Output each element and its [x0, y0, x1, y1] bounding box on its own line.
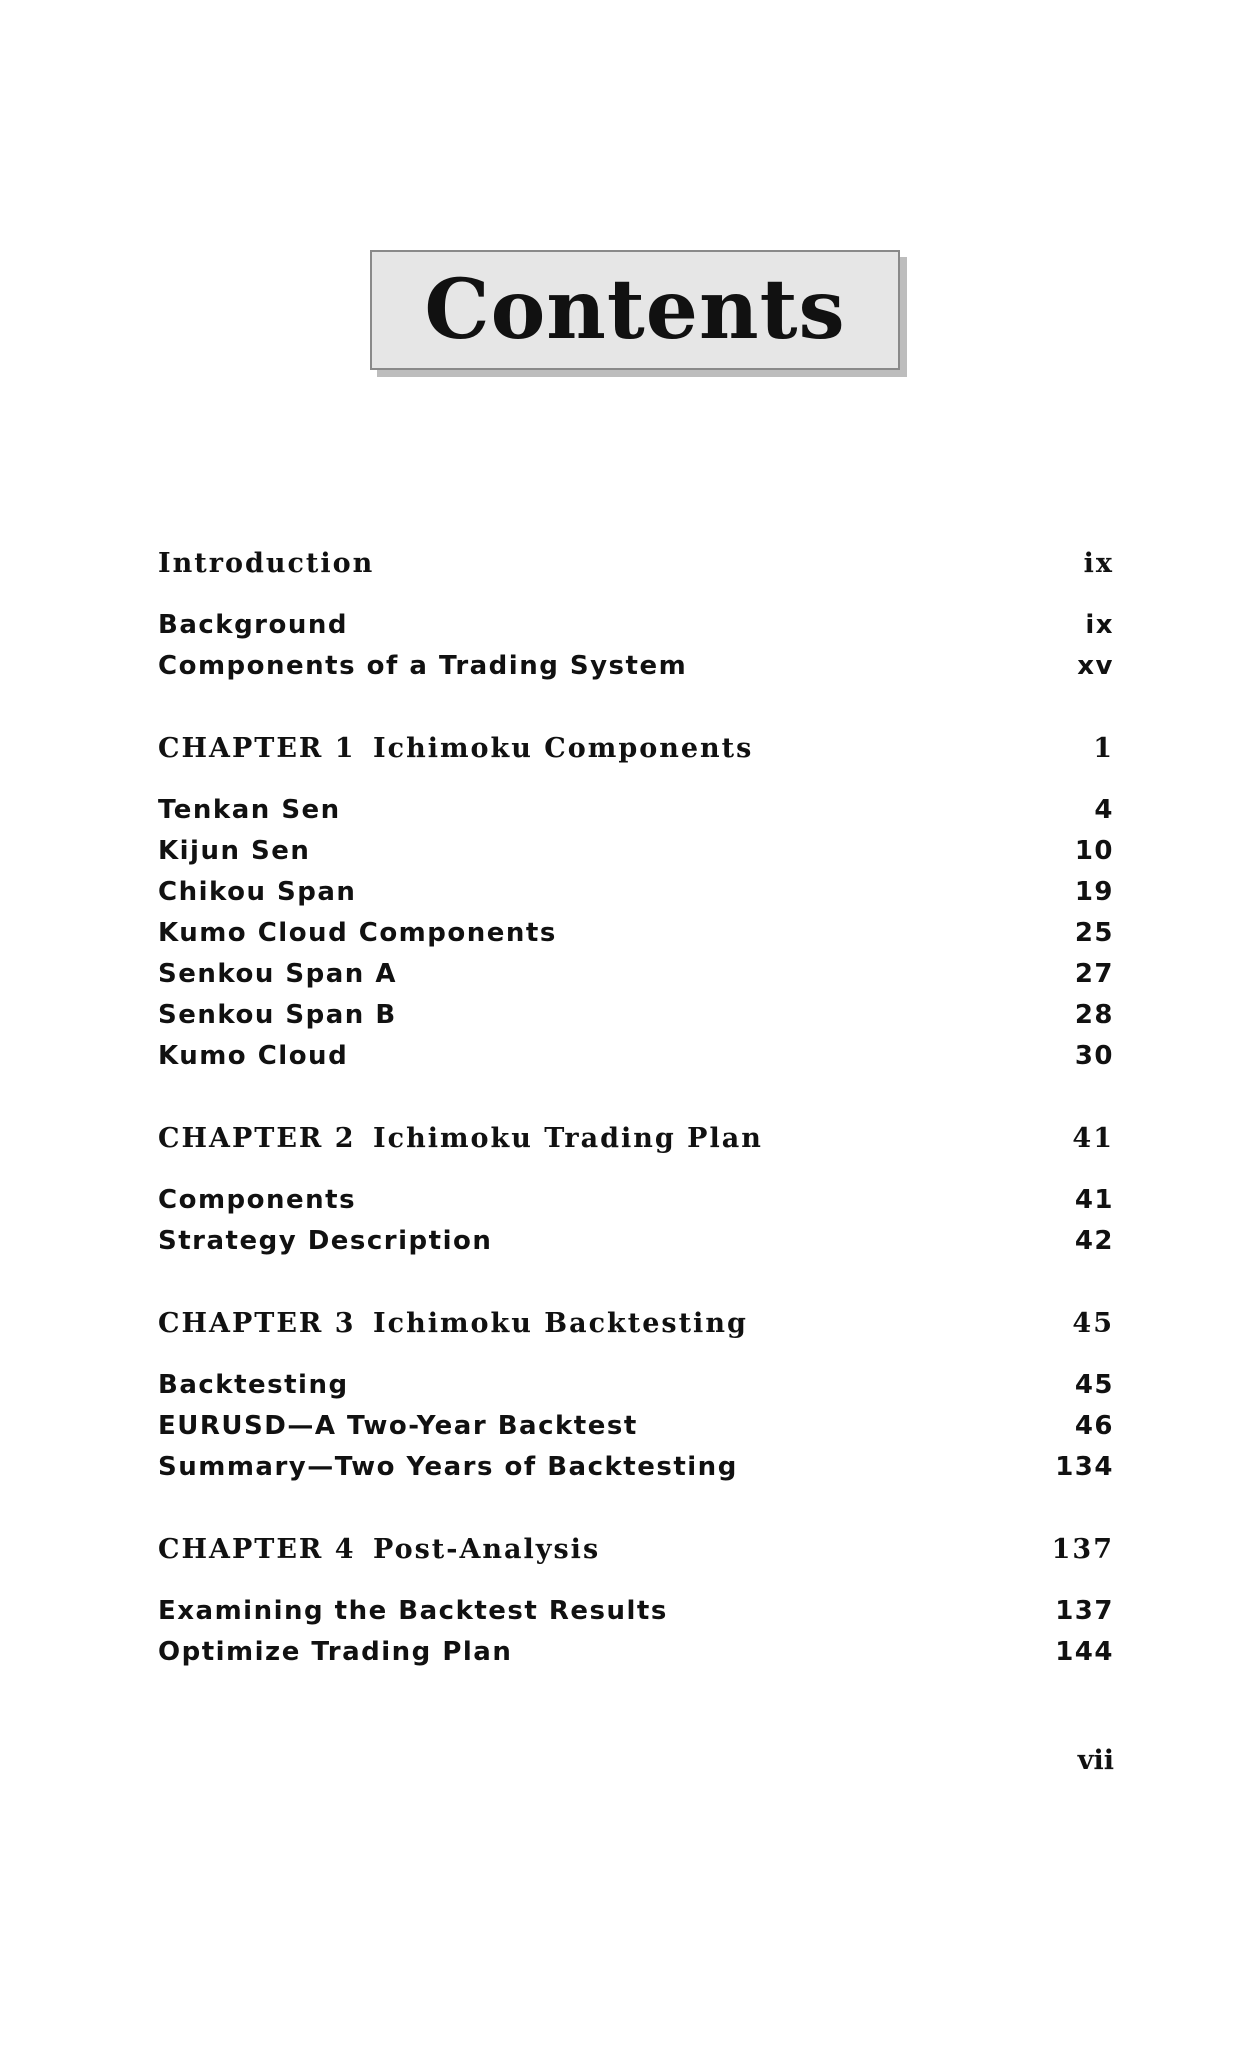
- toc-section: [158, 1123, 1114, 1262]
- chapter-number: CHAPTER 1: [158, 733, 356, 764]
- toc-section: [158, 733, 1114, 1077]
- toc-heading-row[interactable]: [158, 1308, 1114, 1339]
- toc-heading-title: [158, 1123, 763, 1154]
- toc-heading-row[interactable]: [158, 548, 1114, 579]
- page-title: Contents: [424, 262, 846, 358]
- toc-heading-row[interactable]: [158, 1123, 1114, 1154]
- toc-entry[interactable]: [158, 1221, 1114, 1262]
- toc-entry[interactable]: [158, 913, 1114, 954]
- toc-entry[interactable]: [158, 646, 1114, 687]
- toc-entry-page: xv: [1077, 651, 1114, 681]
- chapter-title: Post-Analysis: [373, 1534, 601, 1565]
- toc-entry-page: 28: [1074, 1000, 1114, 1030]
- toc-entry-page: 42: [1074, 1226, 1114, 1256]
- toc-entry-label: Chikou Span: [158, 877, 357, 907]
- toc-entry-label: Components of a Trading System: [158, 651, 688, 681]
- toc-section: [158, 548, 1114, 687]
- toc-entry[interactable]: [158, 1180, 1114, 1221]
- toc-entry-label: Components: [158, 1185, 357, 1215]
- page-number: vii: [1077, 1745, 1114, 1776]
- contents-title-box: [370, 250, 900, 370]
- toc-entry-label: Backtesting: [158, 1370, 349, 1400]
- toc-entry-label: Summary—Two Years of Backtesting: [158, 1452, 738, 1482]
- toc-entry-page: 19: [1074, 877, 1114, 907]
- toc-entry-page: 30: [1074, 1041, 1114, 1071]
- toc-heading-page: 45: [1072, 1308, 1114, 1339]
- toc-entry-page: 46: [1074, 1411, 1114, 1441]
- toc-entry[interactable]: [158, 831, 1114, 872]
- toc-entry-label: Kumo Cloud Components: [158, 918, 557, 948]
- toc-entry-page: 10: [1074, 836, 1114, 866]
- toc-entry[interactable]: [158, 1406, 1114, 1447]
- table-of-contents: [158, 548, 1114, 1719]
- toc-entry[interactable]: [158, 1036, 1114, 1077]
- toc-entry[interactable]: [158, 872, 1114, 913]
- toc-entry-label: Kijun Sen: [158, 836, 311, 866]
- toc-heading-title: [158, 548, 374, 579]
- toc-entry-page: 45: [1074, 1370, 1114, 1400]
- chapter-title: Ichimoku Backtesting: [373, 1308, 748, 1339]
- toc-entry-label: Background: [158, 610, 348, 640]
- toc-entry-label: Senkou Span A: [158, 959, 397, 989]
- chapter-title: Ichimoku Components: [373, 733, 754, 764]
- toc-entry-page: 27: [1074, 959, 1114, 989]
- toc-entry[interactable]: [158, 605, 1114, 646]
- toc-entry-page: 25: [1074, 918, 1114, 948]
- toc-heading-row[interactable]: [158, 733, 1114, 764]
- toc-entry[interactable]: [158, 1447, 1114, 1488]
- toc-entry-page: 137: [1055, 1596, 1114, 1626]
- toc-entry-label: Optimize Trading Plan: [158, 1637, 513, 1667]
- toc-entry-label: Kumo Cloud: [158, 1041, 349, 1071]
- toc-entry[interactable]: [158, 1591, 1114, 1632]
- toc-entry-page: 41: [1074, 1185, 1114, 1215]
- toc-entry[interactable]: [158, 790, 1114, 831]
- toc-heading-page: 137: [1051, 1534, 1114, 1565]
- chapter-number: CHAPTER 4: [158, 1534, 356, 1565]
- toc-heading-title: [158, 733, 753, 764]
- toc-heading-page: 41: [1072, 1123, 1114, 1154]
- toc-section: [158, 1308, 1114, 1488]
- toc-heading-title: [158, 1534, 600, 1565]
- toc-entry-label: Examining the Backtest Results: [158, 1596, 668, 1626]
- chapter-number: CHAPTER 2: [158, 1123, 356, 1154]
- toc-entry[interactable]: [158, 1632, 1114, 1673]
- chapter-title: Introduction: [158, 548, 375, 579]
- toc-entry[interactable]: [158, 995, 1114, 1036]
- toc-entry-label: EURUSD—A Two-Year Backtest: [158, 1411, 638, 1441]
- toc-heading-title: [158, 1308, 748, 1339]
- chapter-number: CHAPTER 3: [158, 1308, 356, 1339]
- toc-heading-page: 1: [1093, 733, 1114, 764]
- toc-heading-page: ix: [1083, 548, 1114, 579]
- toc-entry-page: 4: [1094, 795, 1114, 825]
- chapter-title: Ichimoku Trading Plan: [373, 1123, 763, 1154]
- toc-heading-row[interactable]: [158, 1534, 1114, 1565]
- toc-entry-label: Senkou Span B: [158, 1000, 397, 1030]
- toc-entry-label: Strategy Description: [158, 1226, 493, 1256]
- toc-entry-page: ix: [1085, 610, 1114, 640]
- toc-entry[interactable]: [158, 954, 1114, 995]
- toc-section: [158, 1534, 1114, 1673]
- toc-entry-page: 144: [1055, 1637, 1114, 1667]
- toc-entry-page: 134: [1055, 1452, 1114, 1482]
- toc-entry[interactable]: [158, 1365, 1114, 1406]
- toc-entry-label: Tenkan Sen: [158, 795, 341, 825]
